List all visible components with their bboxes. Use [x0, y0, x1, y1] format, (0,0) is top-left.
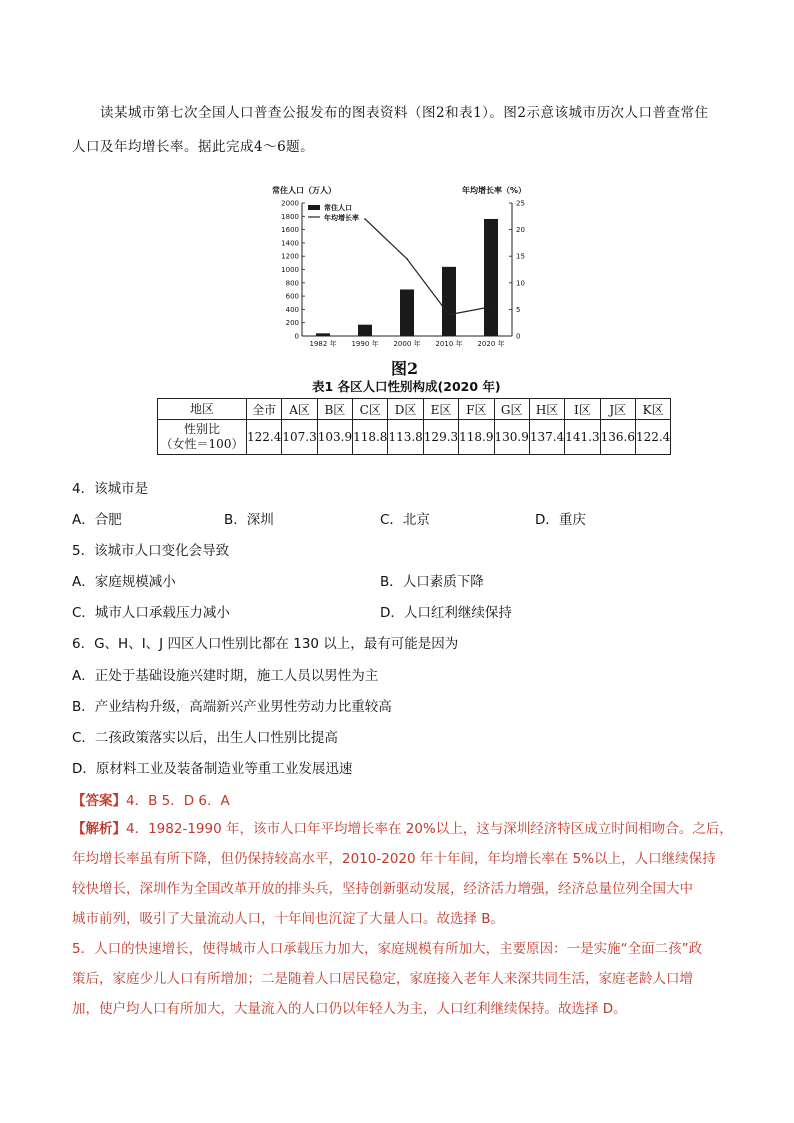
x-tick-label: 1990 年: [351, 340, 379, 348]
intro-line-1: 读某城市第七次全国人口普查公报发布的图表资料（图2和表1）。图2示意该城市历次人口普查常住: [100, 105, 709, 121]
y-axis-title-right: 年均增长率（%）: [462, 186, 527, 195]
population-chart: [260, 178, 560, 373]
y-tick-label-right: 20: [516, 226, 525, 235]
table-cell-value: 118.8: [353, 420, 388, 455]
q6-option-b: B．产业结构升级，高端新兴产业男性劳动力比重较高: [72, 699, 392, 715]
table-cell-value: 113.8: [388, 420, 423, 455]
y-tick-label-left: 1200: [281, 252, 299, 261]
row-label-line-2: （女性＝100）: [160, 437, 244, 451]
table-cell-value: 107.3: [282, 420, 317, 455]
q6-option-a: A．正处于基础设施兴建时期，施工人员以男性为主: [72, 668, 379, 684]
answer-line: [72, 789, 230, 809]
exp-p1-line-1: 4．1982-1990 年，该市人口年平均增长率在 20%以上，这与深圳经济特区成立时间相吻合。之后，: [126, 821, 733, 837]
x-tick-label: 2000 年: [393, 340, 421, 348]
bar-1982年: [316, 333, 330, 336]
bar-2000年: [400, 289, 414, 336]
y-axis-title-left: 常住人口（万人）: [272, 186, 336, 195]
table-col-header: F区: [459, 399, 494, 420]
explanation-tag: 【解析】: [72, 821, 126, 837]
q6-stem: 6．G、H、I、J 四区人口性别比都在 130 以上，最有可能是因为: [72, 636, 459, 652]
answer-text: 4．B 5．D 6．A: [126, 793, 230, 809]
q5-stem: 5．该城市人口变化会导致: [72, 543, 230, 559]
table-col-header: A区: [282, 399, 317, 420]
q4-stem: 4．该城市是: [72, 481, 149, 497]
q4-option-a: A．合肥: [72, 512, 122, 528]
table-col-header: H区: [529, 399, 564, 420]
table-col-header: D区: [388, 399, 423, 420]
y-tick-label-left: 1600: [281, 226, 299, 235]
legend-swatch-bar: [308, 205, 320, 210]
growth-rate-line: [365, 219, 491, 315]
q5-option-a: A．家庭规模减小: [72, 574, 176, 590]
legend-label-bar: 常住人口: [324, 204, 352, 212]
q6-option-d: D．原材料工业及装备制造业等重工业发展迅速: [72, 761, 353, 777]
exp-p1-line-4: 城市前列，吸引了大量流动人口，十年间也沉淀了大量人口。故选择 B。: [72, 911, 505, 927]
exp-p2-line-3: 加，使户均人口有所加大，大量流入的人口仍以年轻人为主，人口红利继续保持。故选择 D。: [72, 1001, 627, 1017]
row-label-line-1: 性别比: [183, 422, 220, 436]
y-tick-label-left: 1800: [281, 212, 299, 221]
legend-label-line: 年均增长率: [324, 214, 359, 222]
y-tick-label-right: 25: [516, 199, 525, 208]
y-tick-label-left: 1000: [281, 266, 299, 274]
chart-svg: [260, 178, 560, 358]
table-header-label: 地区: [158, 399, 247, 420]
table-cell-value: 129.3: [423, 420, 458, 455]
table-col-header: C区: [353, 399, 388, 420]
growth-rate-point: [490, 306, 492, 308]
y-tick-label-right: 15: [516, 252, 525, 261]
growth-rate-point: [448, 314, 450, 316]
exp-p2-line-1: 5．人口的快速增长，使得城市人口承载压力加大，家庭规模有所加大，主要原因：一是实施“全面二孩”政: [72, 941, 703, 957]
y-tick-label-left: 1400: [281, 239, 299, 248]
table-col-header: E区: [423, 399, 458, 420]
bar-2020年: [484, 219, 498, 336]
q4-option-d: D．重庆: [535, 512, 586, 528]
table-cell-value: 136.6: [600, 420, 635, 455]
answer-tag: 【答案】: [72, 793, 126, 809]
table-cell-value: 118.9: [459, 420, 494, 455]
x-tick-label: 2010 年: [435, 340, 463, 348]
table-cell-value: 122.4: [247, 420, 282, 455]
table-cell-value: 103.9: [317, 420, 352, 455]
q5-option-c: C．城市人口承载压力减小: [72, 605, 230, 621]
x-tick-label: 2020 年: [477, 340, 505, 348]
q4-option-c: C．北京: [380, 512, 430, 528]
table-cell-value: 141.3: [565, 420, 600, 455]
growth-rate-point: [406, 258, 408, 260]
y-tick-label-right: 0: [516, 332, 521, 341]
table-cell-value: 137.4: [529, 420, 564, 455]
bar-1990年: [358, 325, 372, 336]
y-tick-label-left: 800: [285, 279, 299, 288]
q5-option-d: D．人口红利继续保持: [380, 605, 512, 621]
q6-option-c: C．二孩政策落实以后，出生人口性别比提高: [72, 730, 338, 746]
y-tick-label-right: 10: [516, 279, 525, 288]
y-tick-label-left: 600: [285, 292, 299, 301]
exp-p2-line-2: 策后，家庭少儿人口有所增加；二是随着人口居民稳定，家庭接入老年人来深共同生活，家庭老龄人口增: [72, 971, 693, 987]
table-cell-value: 130.9: [494, 420, 529, 455]
table-col-header: I区: [565, 399, 600, 420]
q4-option-b: B．深圳: [224, 512, 274, 528]
growth-rate-point: [364, 218, 366, 220]
intro-paragraph: [72, 96, 732, 164]
q5-option-b: B．人口素质下降: [380, 574, 484, 590]
explanation-block: [72, 814, 742, 1024]
y-tick-label-left: 200: [285, 319, 299, 328]
table-col-header: G区: [494, 399, 529, 420]
table-col-header: J区: [600, 399, 635, 420]
y-tick-label-left: 0: [294, 332, 299, 341]
exp-p1-line-2: 年均增长率虽有所下降，但仍保持较高水平，2010-2020 年十年间，年均增长率在 5%以上，人口继续保持: [72, 851, 716, 867]
table-row-label: [158, 420, 247, 455]
table-cell-value: 122.4: [635, 420, 670, 455]
exp-p1-line-3: 较快增长，深圳作为全国改革开放的排头兵，坚持创新驱动发展，经济活力增强，经济总量位列全国大中: [72, 881, 693, 897]
intro-line-2: 人口及年均增长率。据此完成4～6题。: [72, 139, 315, 155]
table-title: 表1 各区人口性别构成(2020 年): [312, 379, 501, 394]
table-col-header: B区: [317, 399, 352, 420]
table-col-header: K区: [635, 399, 670, 420]
x-tick-label: 1982 年: [309, 340, 337, 348]
y-tick-label-left: 400: [285, 305, 299, 314]
figure-label: 图2: [391, 359, 419, 378]
bar-2010年: [442, 267, 456, 336]
y-tick-label-right: 5: [516, 305, 521, 314]
sex-ratio-table: [157, 398, 671, 455]
y-tick-label-left: 2000: [281, 199, 299, 208]
table-col-header: 全市: [247, 399, 282, 420]
